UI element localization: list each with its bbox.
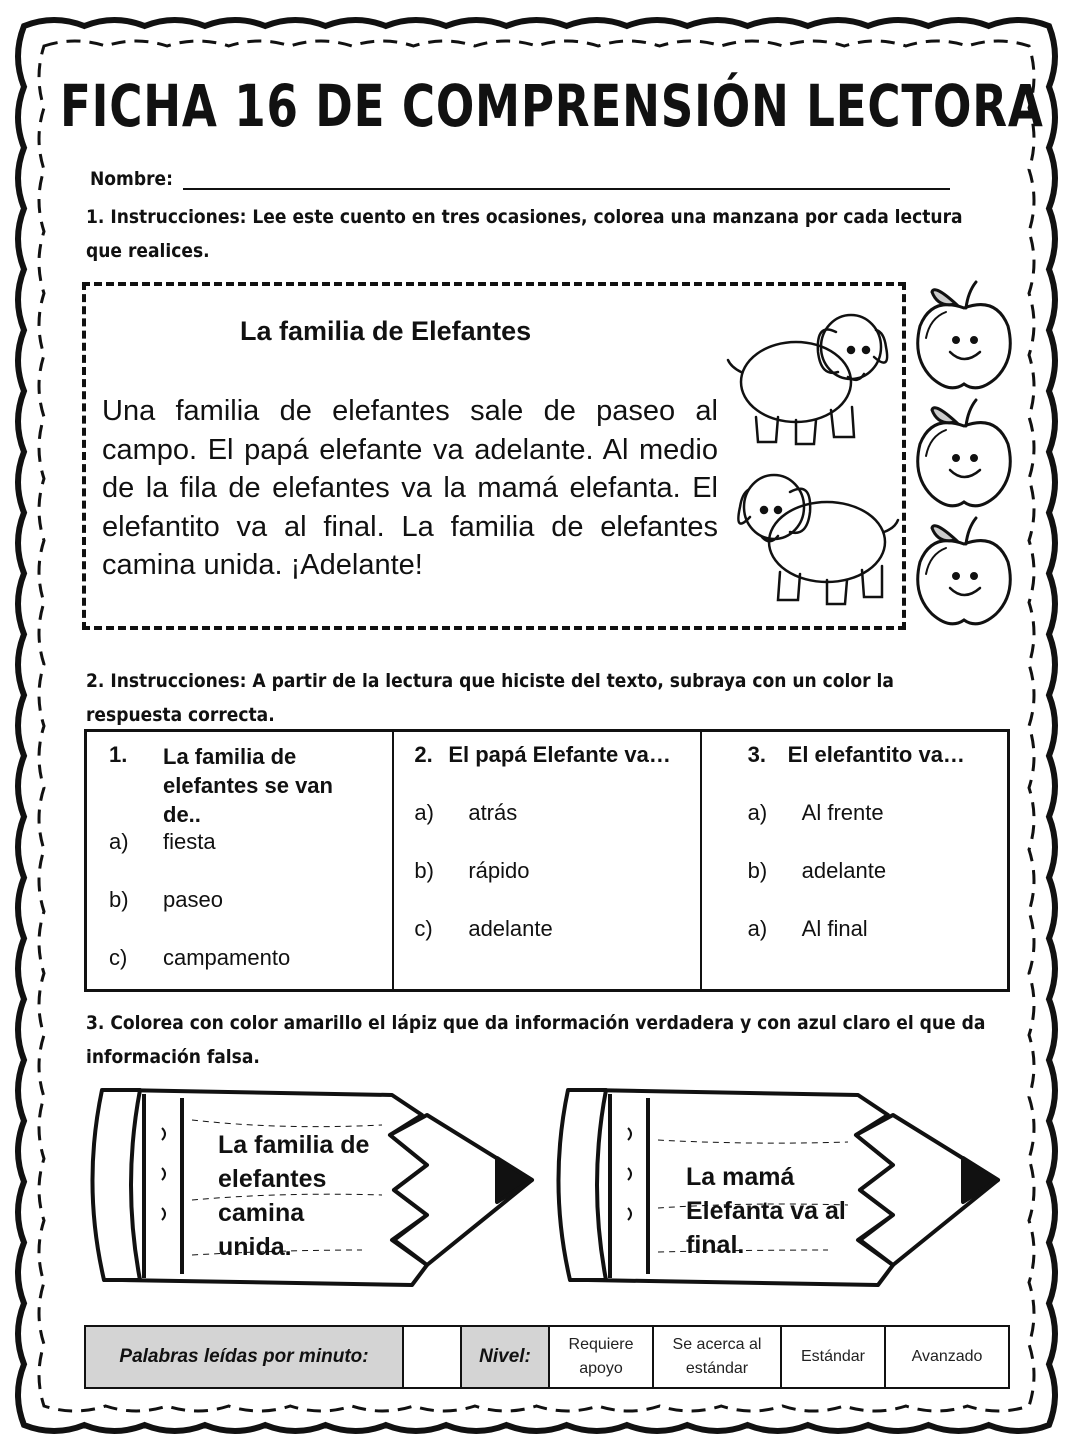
pencil-text-line: elefantes bbox=[218, 1165, 327, 1193]
apple-icon[interactable] bbox=[918, 400, 1011, 506]
story-title: La familia de Elefantes bbox=[240, 316, 532, 346]
words-per-minute-label: Palabras leídas por minuto: bbox=[86, 1327, 404, 1387]
answer-option[interactable]: a) fiesta bbox=[109, 829, 216, 854]
answer-option[interactable]: c) adelante bbox=[414, 916, 553, 941]
story-text: Una familia de elefantes sale de paseo al campo. El papá elefante va adelante. Al medio de la fila de elefantes va la mamá elefanta. El elefantito va al final. La familia de elefantes camina unida. ¡Adelante! bbox=[102, 395, 718, 582]
answer-option[interactable]: a) Al frente bbox=[747, 800, 884, 825]
pencil-1-text bbox=[218, 1128, 369, 1264]
pencil-text-line: final. bbox=[686, 1231, 745, 1259]
pencil-text-line: camina bbox=[218, 1199, 305, 1227]
pencil-text-line: La mamá bbox=[686, 1163, 795, 1191]
question-column-1 bbox=[87, 732, 394, 989]
instruction-3: 3. Colorea con color amarillo el lápiz que da información verdadera y con azul claro el que da información falsa. bbox=[86, 1012, 986, 1068]
question-line: elefantes se van bbox=[163, 773, 333, 798]
question-1-number: 1. bbox=[109, 742, 128, 767]
answer-option[interactable]: b) adelante bbox=[747, 858, 887, 883]
answer-option[interactable]: b) paseo bbox=[109, 887, 223, 912]
level-avanzado[interactable]: Avanzado bbox=[911, 1348, 983, 1365]
apple-icon[interactable] bbox=[918, 282, 1011, 388]
pencil-text-line: unida. bbox=[218, 1233, 292, 1261]
answer-option[interactable]: a) atrás bbox=[414, 800, 518, 825]
reading-level-table bbox=[84, 1325, 1010, 1389]
question-2-header: 2. El papá Elefante va… bbox=[414, 742, 671, 767]
question-column-3 bbox=[702, 732, 1007, 989]
question-line: La familia de bbox=[163, 744, 297, 769]
pencil-2-text bbox=[686, 1160, 846, 1262]
apples-column bbox=[912, 278, 1022, 638]
apple-icon[interactable] bbox=[918, 518, 1011, 624]
elephant-illustration bbox=[726, 302, 896, 452]
name-label: Nombre: bbox=[90, 168, 173, 190]
answer-option[interactable]: c) campamento bbox=[109, 945, 291, 970]
answer-option[interactable]: b) rápido bbox=[414, 858, 530, 883]
questions-table bbox=[84, 729, 1010, 992]
instruction-2: 2. Instrucciones: A partir de la lectura que hiciste del texto, subraya con un color la respuesta correcta. bbox=[86, 670, 894, 726]
pencil-text-line: Elefanta va al bbox=[686, 1197, 846, 1225]
answer-option[interactable]: a) Al final bbox=[747, 916, 868, 941]
question-line: de.. bbox=[163, 802, 201, 827]
level-requiere-apoyo[interactable]: Requiere apoyo bbox=[550, 1327, 654, 1387]
name-row bbox=[90, 168, 950, 190]
words-per-minute-input[interactable] bbox=[404, 1327, 462, 1387]
name-line[interactable] bbox=[183, 170, 950, 190]
elephant-illustration bbox=[732, 462, 902, 612]
instruction-1: 1. Instrucciones: Lee este cuento en tres ocasiones, colorea una manzana por cada lectura que realices. bbox=[86, 206, 963, 262]
question-1-text bbox=[163, 742, 333, 829]
question-column-2 bbox=[394, 732, 701, 989]
level-se-acerca[interactable]: Se acerca al estándar bbox=[654, 1327, 782, 1387]
question-3-header: 3. El elefantito va… bbox=[747, 742, 965, 767]
worksheet-title: FICHA 16 DE COMPRENSIÓN LECTORA bbox=[60, 72, 1044, 140]
pencil-text-line: La familia de bbox=[218, 1131, 370, 1159]
level-estandar[interactable]: Estándar bbox=[782, 1327, 886, 1387]
level-label: Nivel: bbox=[462, 1327, 550, 1387]
